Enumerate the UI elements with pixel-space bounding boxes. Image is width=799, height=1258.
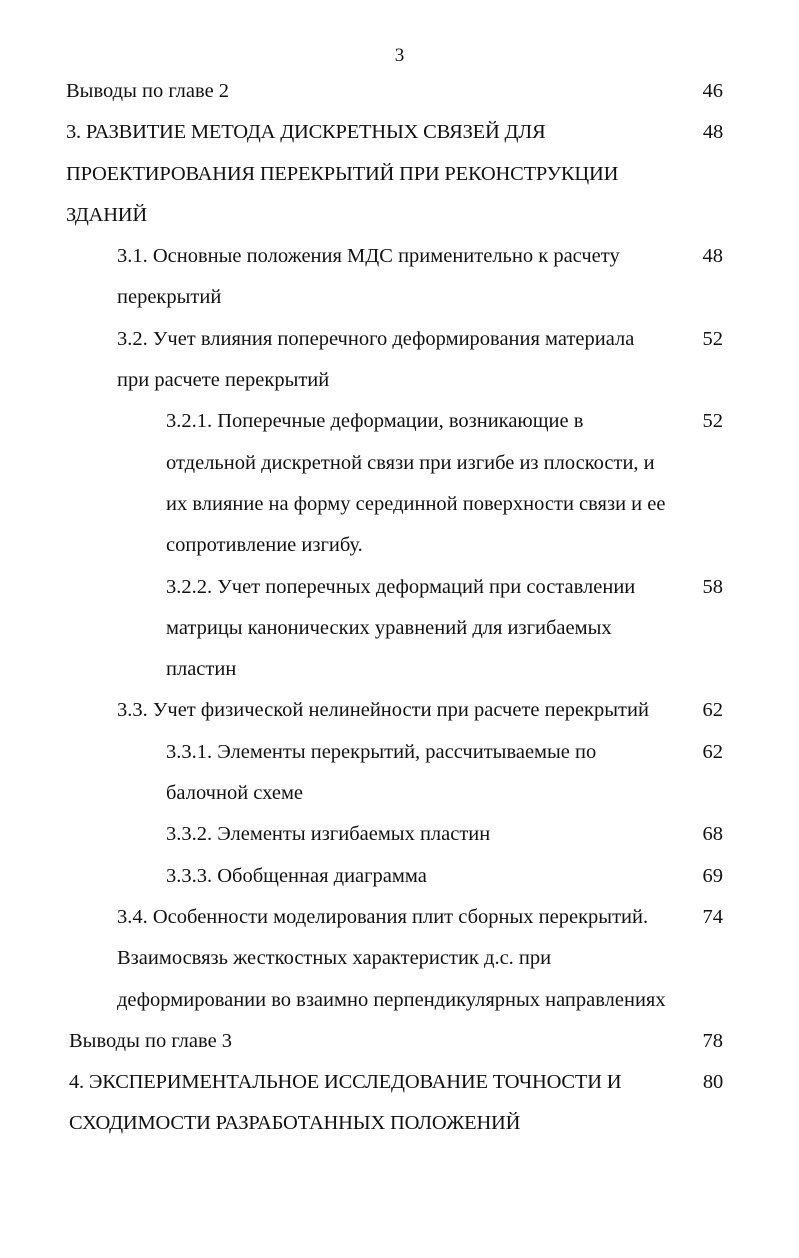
toc-entry-title-continued: балочной схеме (166, 782, 304, 805)
toc-page-number: 62 (702, 699, 723, 722)
toc-entry-conclusions-ch3 (0, 1021, 799, 1062)
toc-entry-title-continued: Взаимосвязь жесткостных характеристик д.с. при (117, 947, 552, 970)
toc-entry-title: 3.1. Основные положения МДС применительно к расчету (117, 245, 620, 268)
toc-entry-section-3-4 (0, 897, 799, 1021)
toc-entry-title: 3.3.1. Элементы перекрытий, рассчитываемые по (166, 740, 597, 763)
toc-entry-section-3-2-1 (0, 401, 799, 566)
toc-entry-title-continued: их влияние на форму серединной поверхности связи и ее (166, 492, 666, 515)
toc-page-number: 46 (702, 80, 723, 102)
toc-entry-title-continued: при расчете перекрытий (117, 369, 330, 392)
toc-entry-title-continued: пластин (166, 658, 237, 681)
toc-entry-title-continued: СХОДИМОСТИ РАЗРАБОТАННЫХ ПОЛОЖЕНИЙ (69, 1112, 521, 1135)
page-number: 3 (394, 45, 405, 66)
toc-entry-title-continued: отдельной дискретной связи при изгибе из плоскости, и (166, 451, 655, 474)
table-of-contents (0, 71, 799, 1145)
toc-entry-title-continued: перекрытий (117, 286, 222, 309)
toc-entry-title: 3. РАЗВИТИЕ МЕТОДА ДИСКРЕТНЫХ СВЯЗЕЙ ДЛЯ (66, 121, 546, 144)
toc-entry-title-continued: матрицы канонических уравнений для изгибаемых (166, 616, 612, 639)
toc-page-number: 62 (702, 740, 723, 763)
toc-page-number: 68 (702, 823, 723, 846)
toc-entry-title: Выводы по главе 2 (66, 80, 230, 102)
toc-page-number: 74 (702, 905, 723, 928)
toc-entry-section-3-1 (0, 236, 799, 319)
toc-entry-title-continued: сопротивление изгибу. (166, 534, 363, 557)
toc-entry-title: 3.3. Учет физической нелинейности при расчете перекрытий (117, 699, 649, 722)
toc-page-number: 80 (702, 1071, 723, 1094)
toc-entry-section-3-2-2 (0, 567, 799, 691)
toc-page-number: 58 (702, 575, 723, 598)
toc-entry-title: 3.3.3. Обобщенная диаграмма (166, 864, 427, 887)
toc-entry-title-continued: ПРОЕКТИРОВАНИЯ ПЕРЕКРЫТИЙ ПРИ РЕКОНСТРУКЦИИ (66, 162, 619, 185)
toc-entry-chapter-4 (0, 1062, 799, 1145)
toc-entry-chapter-3 (0, 112, 799, 236)
toc-entry-title: 3.3.2. Элементы изгибаемых пластин (166, 823, 491, 846)
toc-entry-title-continued: деформировании во взаимно перпендикулярных направлениях (117, 988, 666, 1011)
toc-page-number: 48 (702, 121, 723, 144)
toc-page-number: 48 (702, 245, 723, 268)
toc-entry-section-3-2 (0, 319, 799, 402)
toc-entry-section-3-3-1 (0, 732, 799, 815)
toc-entry-title: Выводы по главе 3 (69, 1029, 233, 1052)
toc-entry-conclusions-ch2 (0, 71, 799, 112)
toc-entry-title: 3.4. Особенности моделирования плит сборных перекрытий. (117, 905, 649, 928)
toc-page-number: 69 (702, 864, 723, 887)
toc-page-number: 52 (702, 327, 723, 350)
toc-page-number: 78 (702, 1029, 723, 1052)
toc-entry-section-3-3-2 (0, 814, 799, 855)
toc-page-number: 52 (702, 410, 723, 433)
toc-entry-title: 4. ЭКСПЕРИМЕНТАЛЬНОЕ ИССЛЕДОВАНИЕ ТОЧНОСТИ И (69, 1071, 622, 1094)
toc-entry-section-3-3 (0, 690, 799, 731)
toc-entry-section-3-3-3 (0, 856, 799, 897)
toc-entry-title: 3.2.1. Поперечные деформации, возникающие в (166, 410, 584, 433)
toc-entry-title-continued: ЗДАНИЙ (66, 203, 148, 226)
toc-entry-title: 3.2. Учет влияния поперечного деформирования материала (117, 327, 635, 350)
toc-entry-title: 3.2.2. Учет поперечных деформаций при составлении (166, 575, 636, 598)
